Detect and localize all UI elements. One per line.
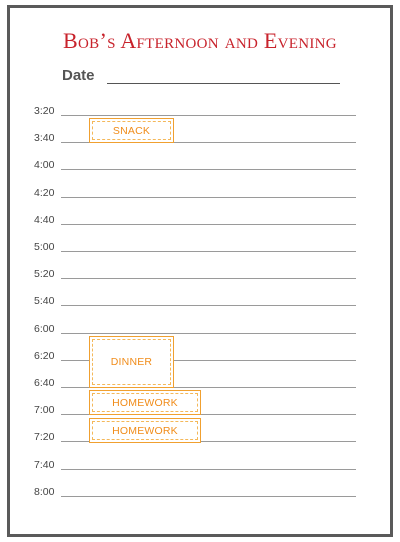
time-label: 5:40 [34, 295, 55, 308]
time-slot [10, 295, 390, 315]
time-slot [10, 350, 390, 370]
time-label: 8:00 [34, 485, 55, 498]
time-label: 5:00 [34, 241, 55, 253]
time-slot-line[interactable] [61, 115, 356, 116]
time-label: 6:20 [34, 349, 55, 362]
time-slot-line[interactable] [61, 305, 356, 306]
time-label: 7:40 [34, 458, 55, 471]
time-slot [10, 268, 390, 288]
dinner-event-label: DINNER [110, 356, 153, 368]
date-label: Date [62, 67, 95, 84]
homework-event-2[interactable] [89, 418, 201, 443]
time-label: 5:20 [34, 268, 55, 281]
time-slot [10, 105, 390, 125]
schedule-sheet [7, 5, 393, 537]
time-slot-line[interactable] [61, 251, 356, 252]
time-slot [10, 214, 390, 234]
snack-event-label: SNACK [112, 124, 151, 137]
time-slot [10, 159, 390, 179]
time-label: 4:40 [34, 213, 55, 226]
time-label: 6:40 [34, 377, 55, 389]
time-slot-line[interactable] [61, 469, 356, 470]
snack-event[interactable] [89, 118, 174, 143]
time-label: 4:20 [34, 186, 55, 199]
time-label: 3:40 [34, 132, 55, 145]
time-slot-line[interactable] [61, 224, 356, 225]
time-label: 7:20 [34, 431, 55, 444]
homework-event-1-label: HOMEWORK [112, 396, 178, 409]
time-slot [10, 132, 390, 152]
time-slot [10, 241, 390, 261]
time-slot-line[interactable] [61, 169, 356, 170]
time-slot-line[interactable] [61, 333, 356, 334]
time-slot-line[interactable] [61, 278, 356, 279]
time-label: 6:00 [34, 322, 55, 335]
homework-event-1[interactable] [89, 390, 201, 415]
date-field[interactable] [107, 83, 340, 84]
time-slot [10, 323, 390, 343]
time-label: 4:00 [34, 159, 55, 172]
date-row [62, 67, 352, 87]
page-title: Bob’s Afternoon and Evening [63, 28, 337, 53]
time-slot [10, 187, 390, 207]
time-label: 7:00 [34, 404, 55, 417]
time-slot [10, 486, 390, 506]
time-slot-line[interactable] [61, 496, 356, 497]
homework-event-2-label: HOMEWORK [112, 424, 178, 437]
time-slot [10, 459, 390, 479]
dinner-event[interactable] [89, 336, 174, 388]
time-slot-line[interactable] [61, 197, 356, 198]
time-label: 3:20 [34, 105, 55, 117]
